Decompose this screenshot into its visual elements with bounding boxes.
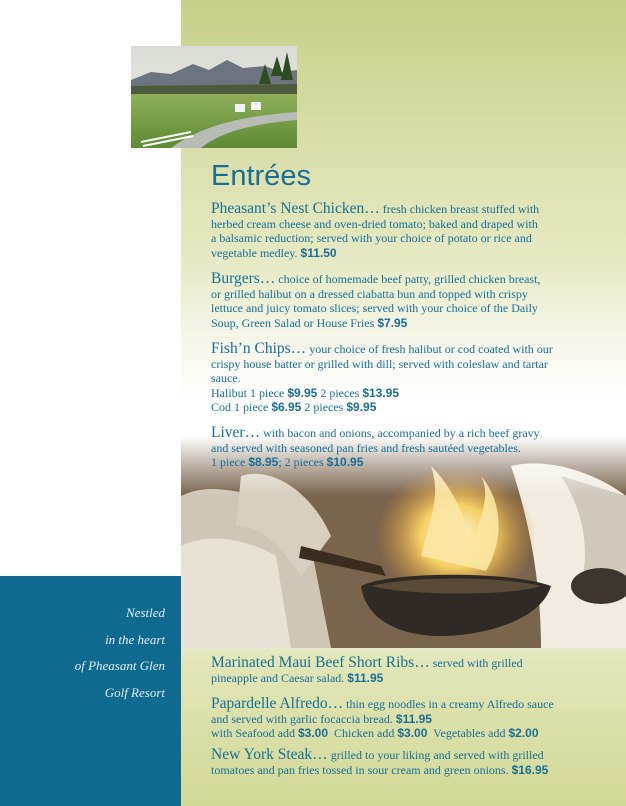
item-desc: thin egg noodles in a creamy Alfredo sauce [346, 697, 554, 711]
menu-item-papardelle [211, 697, 586, 741]
item-desc: pineapple and Caesar salad. [211, 670, 345, 685]
addon-label: with Seafood add [211, 726, 295, 741]
item-desc: crispy house batter or grilled with dill; served with coleslaw and tartar [211, 356, 548, 371]
golf-course-photo [131, 46, 297, 148]
option-price: $6.95 [271, 400, 302, 415]
item-desc: and served with garlic focaccia bread. [211, 711, 393, 726]
addon-label: Vegetables add [433, 726, 506, 741]
item-desc: fresh chicken breast stuffed with [382, 202, 540, 216]
item-desc: a balsamic reduction; served with your choice of potato or rice and [211, 231, 532, 246]
item-name: Pheasant’s Nest Chicken… [211, 200, 380, 217]
item-option [211, 400, 586, 415]
item-desc: served with grilled [432, 656, 523, 670]
resort-tagline [75, 600, 165, 706]
option-price: $10.95 [326, 455, 364, 470]
menu-item-pheasant-chicken [211, 202, 586, 260]
item-price: $11.50 [300, 245, 337, 260]
item-price: $16.95 [511, 762, 549, 777]
menu-item-ny-steak [211, 748, 586, 777]
item-desc: lettuce and juicy tomato slices; served with your choice of the Daily [211, 301, 538, 316]
option-price: $13.95 [362, 385, 400, 400]
addon-price: $2.00 [508, 726, 539, 741]
addon-price: $3.00 [297, 726, 329, 741]
item-desc: tomatoes and pan fries tossed in sour cream and green onions. [211, 762, 509, 777]
item-name: Marinated Maui Beef Short Ribs… [211, 654, 430, 671]
golf-course-image [131, 46, 297, 148]
item-desc: grilled to your liking and served with grilled [330, 748, 544, 762]
tagline-line: Nestled [126, 605, 165, 620]
item-option [211, 455, 586, 470]
item-option [211, 386, 586, 401]
tagline-line: Golf Resort [104, 684, 165, 700]
menu-item-burgers [211, 272, 586, 330]
item-addons [211, 726, 586, 741]
tagline-panel [0, 576, 181, 806]
item-price: $7.95 [377, 315, 408, 330]
option-price: $8.95 [248, 455, 279, 470]
item-desc: or grilled halibut on a dressed ciabatta bun and topped with crispy [211, 286, 528, 301]
item-name: Papardelle Alfredo… [211, 695, 344, 712]
item-name: Fish’n Chips… [211, 340, 307, 357]
item-desc: your choice of fresh halibut or cod coated with our [309, 342, 553, 356]
item-name: Burgers… [211, 270, 276, 287]
addon-label: Chicken add [334, 726, 395, 741]
option-price: $9.95 [346, 400, 377, 415]
option-label: ; 2 pieces [278, 455, 324, 470]
option-label: 2 pieces [304, 400, 344, 415]
item-desc: sauce. [211, 371, 241, 386]
option-label: Cod 1 piece [211, 400, 269, 415]
page-title: Entrées [211, 160, 311, 192]
addon-price: $3.00 [397, 726, 428, 741]
menu-item-liver [211, 426, 586, 470]
option-label: 2 pieces [320, 385, 360, 400]
item-desc: choice of homemade beef patty, grilled chicken breast, [278, 272, 541, 286]
tagline-line: in the heart [105, 631, 165, 647]
option-label: Halibut 1 piece [211, 385, 285, 400]
tagline-line: of Pheasant Glen [74, 658, 165, 673]
item-price: $11.95 [395, 711, 432, 726]
menu-item-short-ribs [211, 656, 586, 685]
option-label: 1 piece [211, 455, 246, 470]
item-name: New York Steak… [211, 746, 328, 763]
item-desc: vegetable medley. [211, 245, 298, 260]
item-desc: and served with seasoned pan fries and fresh sautéed vegetables. [211, 440, 521, 455]
item-desc: herbed cream cheese and oven-dried tomato; baked and draped with [211, 216, 538, 231]
item-desc: Soup, Green Salad or House Fries [211, 315, 375, 330]
menu-item-fish-chips [211, 342, 586, 415]
option-price: $9.95 [287, 385, 318, 400]
item-desc: with bacon and onions, accompanied by a rich beef gravy [263, 426, 540, 440]
painting-signature: pauline pike [189, 616, 267, 627]
item-price: $11.95 [347, 670, 384, 685]
item-name: Liver… [211, 424, 261, 441]
